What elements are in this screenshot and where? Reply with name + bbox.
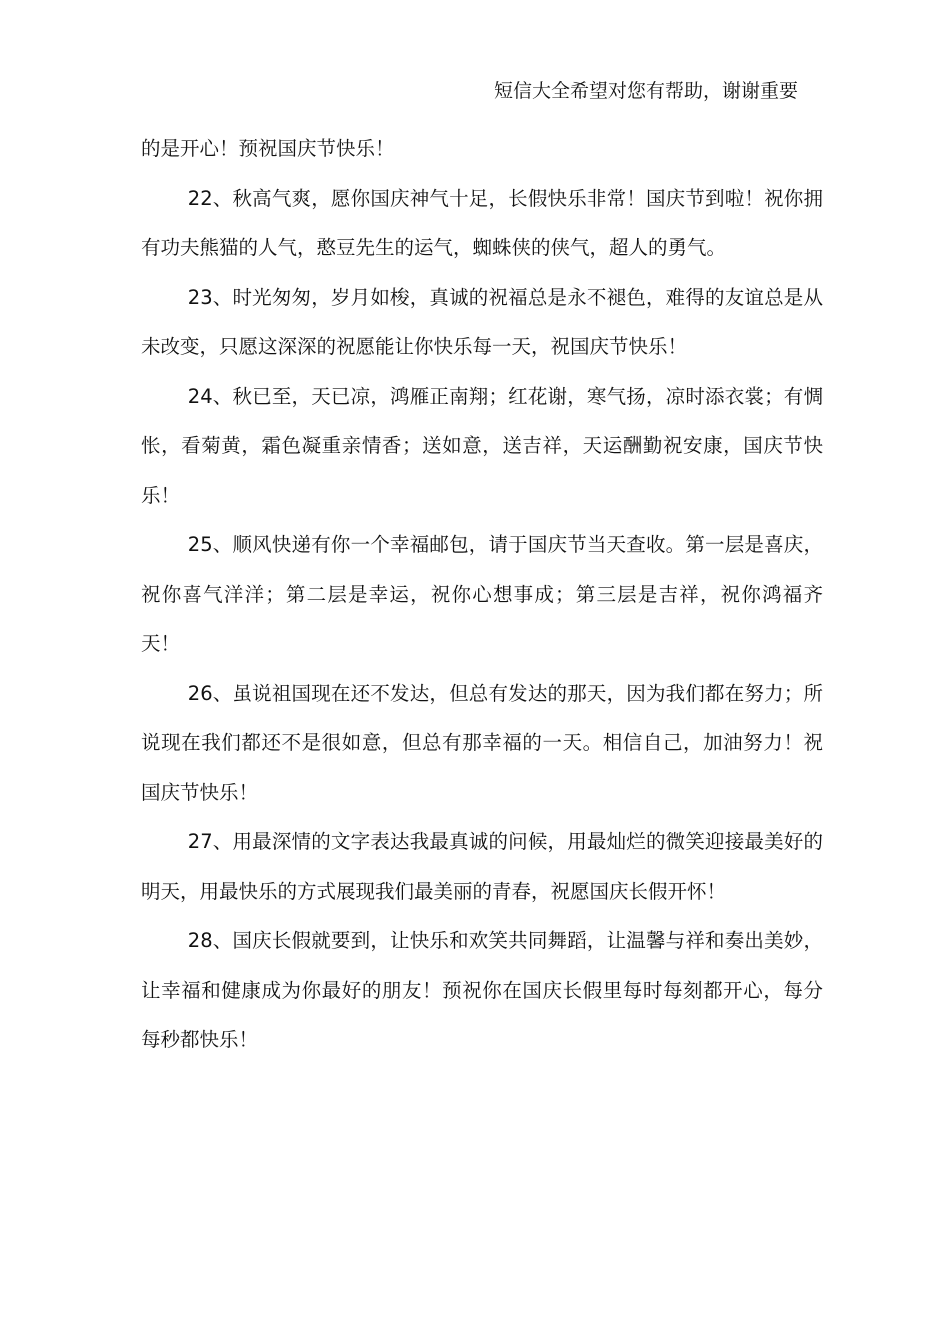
paragraph-26: 26、虽说祖国现在还不发达，但总有发达的那天，因为我们都在努力；所说现在我们都还不是很如意，但总有那幸福的一天。相信自己，加油努力！祝国庆节快乐！: [141, 681, 823, 804]
paragraph-28: 28、国庆长假就要到，让快乐和欢笑共同舞蹈，让温馨与祥和奏出美妙，让幸福和健康成为你最好的朋友！预祝你在国庆长假里每时每刻都开心，每分每秒都快乐！: [141, 929, 823, 1051]
document-body: [141, 124, 823, 1065]
paragraph-22: 22、秋高气爽，愿你国庆神气十足，长假快乐非常！国庆节到啦！祝你拥有功夫熊猫的人气，憨豆先生的运气，蜘蛛侠的侠气，超人的勇气。: [141, 186, 823, 259]
page-header: 短信大全希望对您有帮助，谢谢重要: [493, 80, 798, 102]
paragraph-27: 27、用最深情的文字表达我最真诚的问候，用最灿烂的微笑迎接最美好的明天，用最快乐的方式展现我们最美丽的青春，祝愿国庆长假开怀！: [141, 830, 823, 903]
paragraph-23: 23、时光匆匆，岁月如梭，真诚的祝福总是永不褪色，难得的友谊总是从未改变，只愿这深深的祝愿能让你快乐每一天，祝国庆节快乐！: [141, 285, 823, 358]
paragraph-continuation: 的是开心！预祝国庆节快乐！: [141, 137, 395, 160]
paragraph-25: 25、顺风快递有你一个幸福邮包，请于国庆节当天查收。第一层是喜庆，祝你喜气洋洋；第二层是幸运，祝你心想事成；第三层是吉祥，祝你鸿福齐天！: [141, 533, 823, 655]
paragraph-24: 24、秋已至，天已凉，鸿雁正南翔；红花谢，寒气扬，凉时添衣裳；有惆怅，看菊黄，霜色凝重亲情香；送如意，送吉祥，天运酬勤祝安康，国庆节快乐！: [141, 384, 823, 507]
